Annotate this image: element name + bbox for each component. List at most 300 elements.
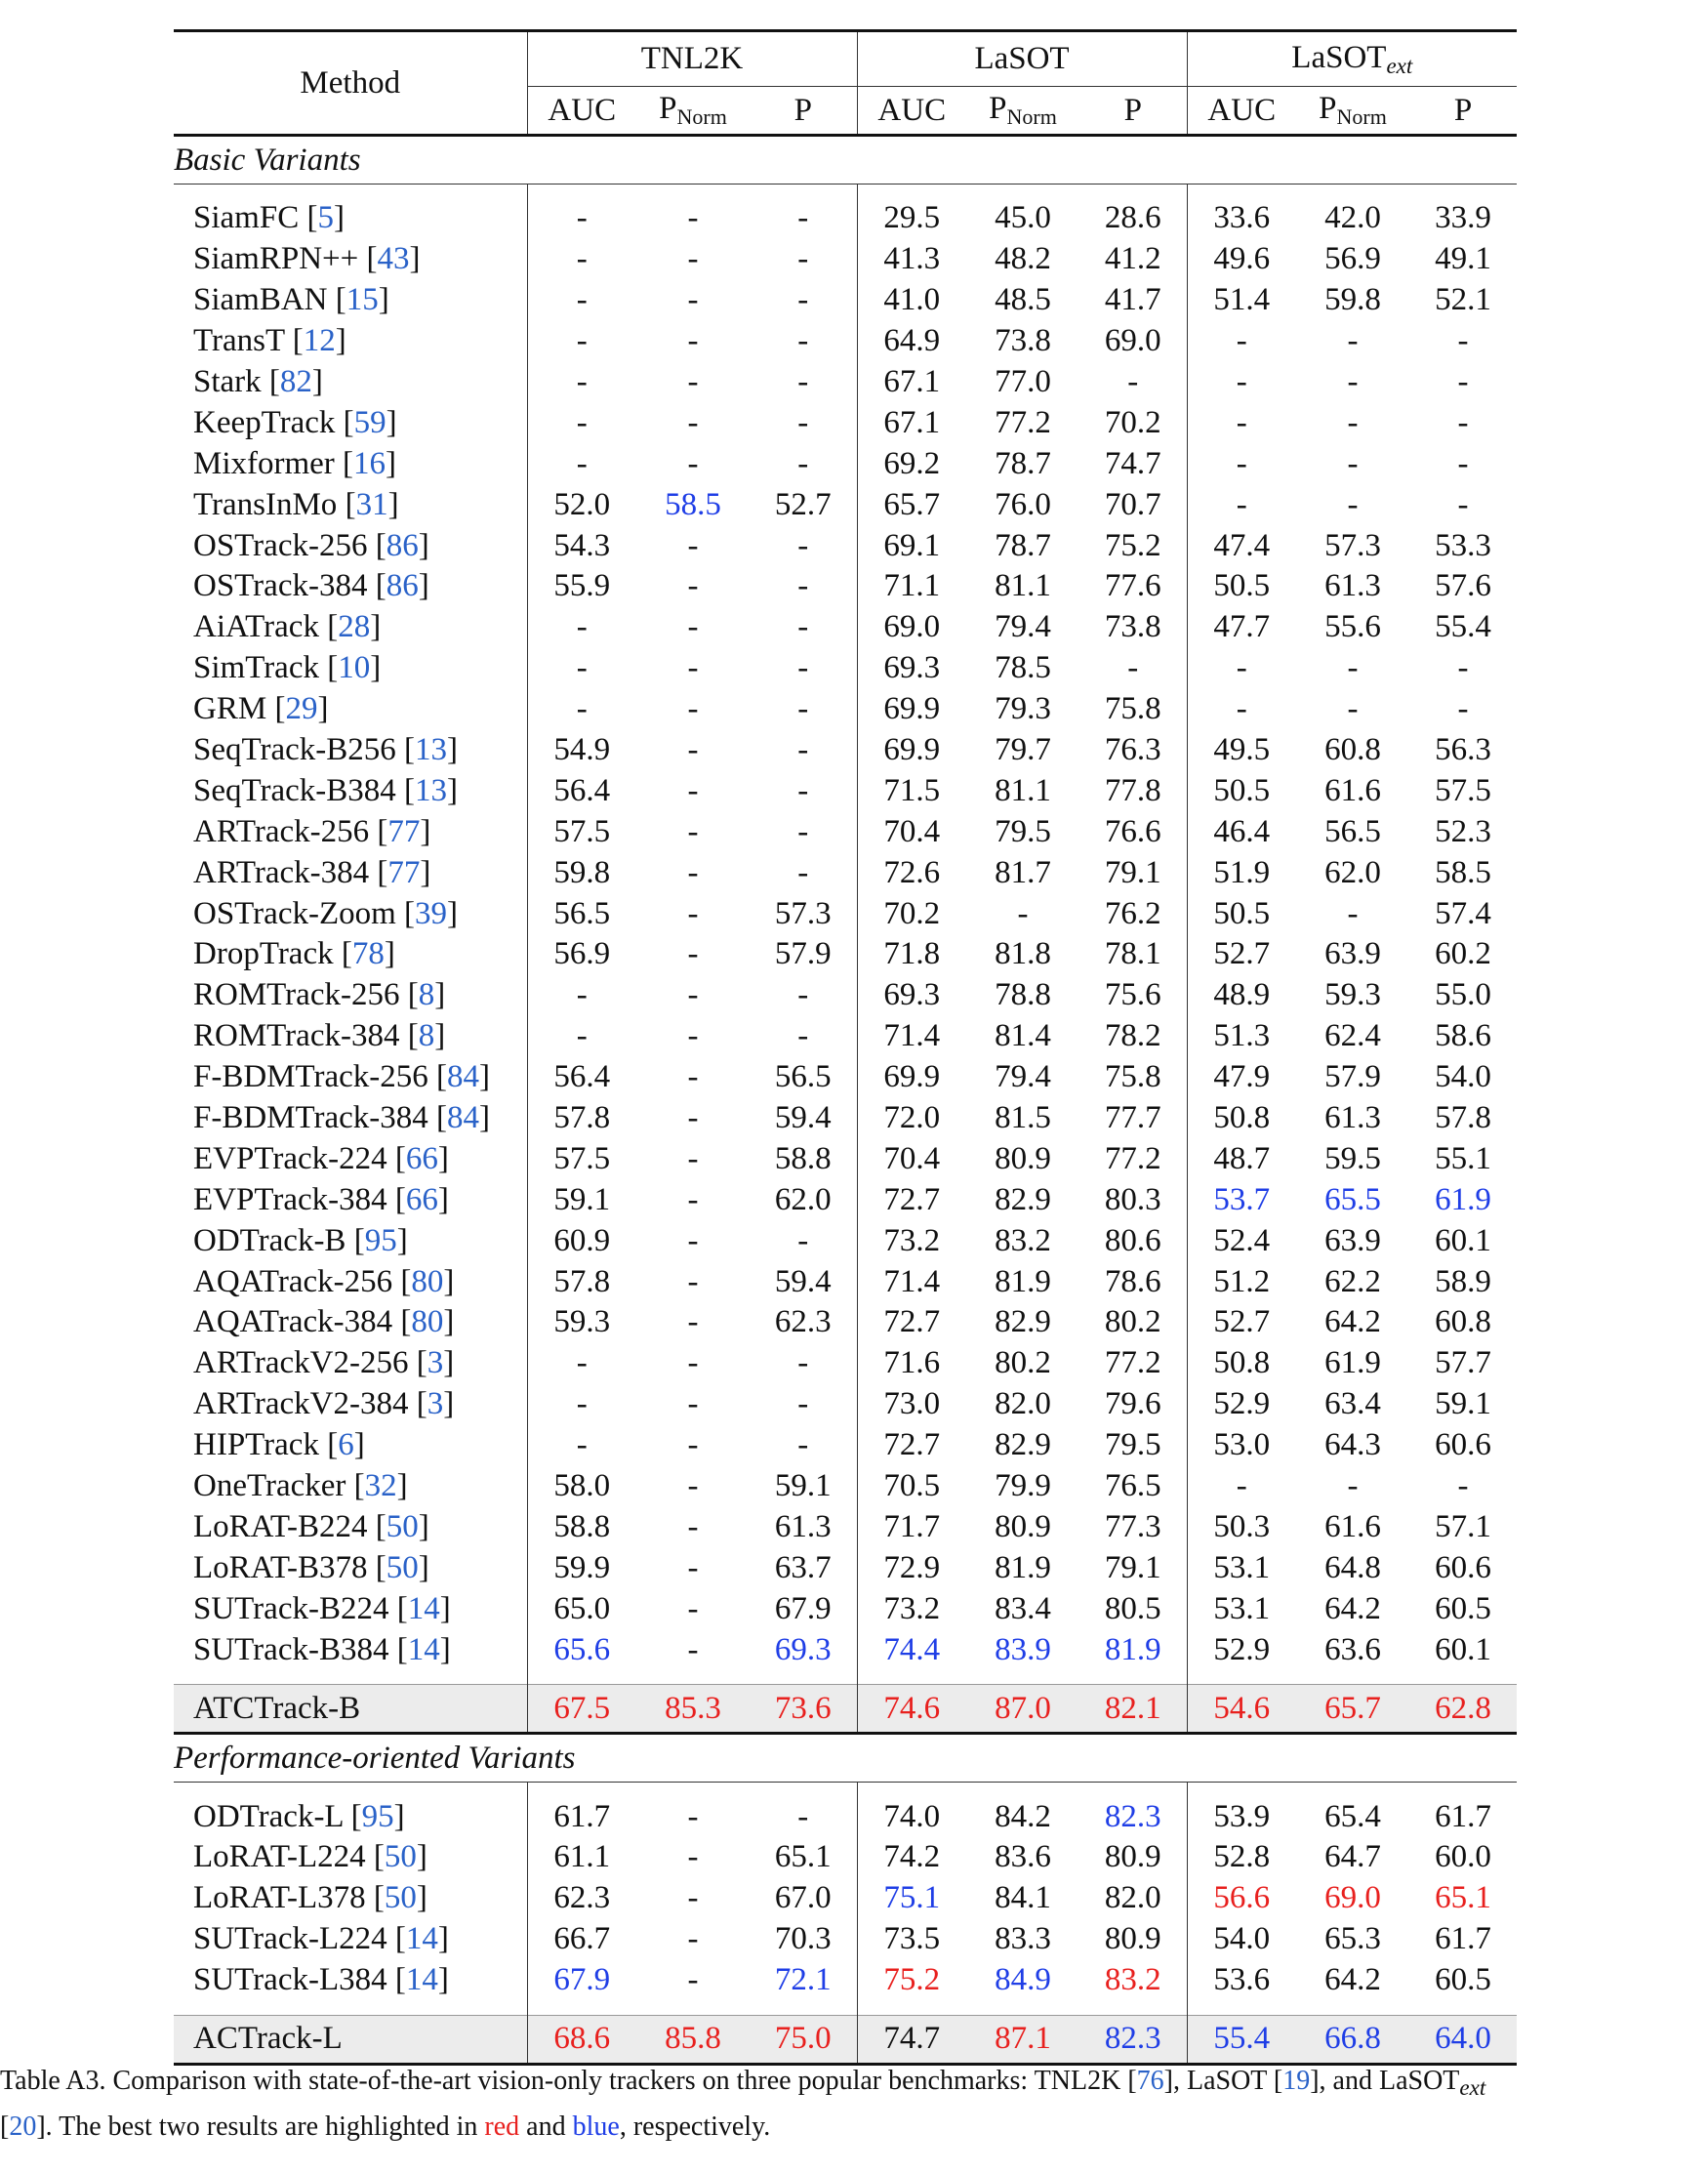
table-row <box>174 1507 1517 1548</box>
citation-link[interactable]: 50 <box>384 1880 417 1916</box>
value-cell: 80.5 <box>1104 1590 1161 1626</box>
ours-method-name: ACTrack-L <box>174 2015 527 2064</box>
method-name: OSTrack-Zoom <box>193 895 396 931</box>
value-cell: 60.5 <box>1435 1590 1491 1626</box>
ours-value-cell: 75.0 <box>750 2015 857 2064</box>
value-cell: 73.2 <box>857 1220 966 1261</box>
caption-text-4: [ <box>0 2112 10 2142</box>
value-cell: 76.6 <box>1104 813 1161 849</box>
citation-link[interactable]: 14 <box>405 1921 438 1957</box>
metric-header-auc: AUC <box>527 87 636 136</box>
citation-link[interactable]: 8 <box>418 977 435 1013</box>
metric-header-p: P <box>750 87 857 136</box>
value-cell: 49.5 <box>1187 730 1296 771</box>
table-row <box>174 1384 1517 1425</box>
citation-link[interactable]: 80 <box>411 1263 444 1299</box>
value-cell: - <box>687 1222 699 1258</box>
citation-link[interactable]: 39 <box>415 895 448 931</box>
norm-subscript: Norm <box>1006 104 1057 129</box>
value-cell: 49.6 <box>1187 239 1296 280</box>
value-cell: - <box>527 321 636 362</box>
value-cell: 53.7 <box>1187 1179 1296 1220</box>
method-cell: OSTrack-Zoom [39] <box>193 895 459 931</box>
ours-value-cell: 74.6 <box>857 1685 966 1734</box>
value-cell: - <box>1127 364 1139 399</box>
method-name: OSTrack-384 <box>193 568 368 604</box>
value-cell: 61.3 <box>774 1508 832 1544</box>
value-cell: 83.6 <box>995 1839 1051 1875</box>
value-cell: - <box>687 1508 699 1544</box>
table-row <box>174 1016 1517 1057</box>
metric-header-p: P <box>1079 87 1187 136</box>
citation-link[interactable]: 6 <box>338 1427 354 1463</box>
value-cell: - <box>1187 484 1296 525</box>
value-cell: 51.9 <box>1187 852 1296 893</box>
method-name: AQATrack-256 <box>193 1263 393 1299</box>
method-name: SeqTrack-B256 <box>193 732 396 768</box>
value-cell: - <box>797 200 809 236</box>
value-cell: 59.5 <box>1324 1140 1381 1176</box>
method-cell: Mixformer [16] <box>193 445 397 481</box>
method-name: LoRAT-B378 <box>193 1549 368 1585</box>
caption-text-2: ], LaSOT [ <box>1163 2066 1283 2096</box>
value-cell: 84.2 <box>995 1798 1051 1834</box>
value-cell: 56.4 <box>527 1057 636 1098</box>
value-cell: - <box>1347 691 1359 727</box>
value-cell: 57.8 <box>1435 1100 1491 1136</box>
method-name: HIPTrack <box>193 1427 319 1463</box>
value-cell: 57.9 <box>774 936 832 972</box>
method-name: F-BDMTrack-384 <box>193 1100 428 1136</box>
method-cell: ARTrackV2-384 [3] <box>193 1386 455 1422</box>
method-cell: AiATrack [28] <box>193 609 382 645</box>
value-cell: 65.7 <box>857 484 966 525</box>
value-cell: - <box>797 1427 809 1463</box>
citation-link[interactable]: 32 <box>364 1468 397 1504</box>
value-cell: 56.6 <box>1187 1878 1296 1919</box>
value-cell: 62.4 <box>1324 1018 1381 1054</box>
ours-value-cell: 66.8 <box>1296 2015 1409 2064</box>
value-cell: 53.9 <box>1187 1796 1296 1837</box>
value-cell: 59.8 <box>527 852 636 893</box>
value-cell: - <box>797 323 809 359</box>
value-cell: 81.1 <box>995 772 1051 808</box>
citation-link[interactable]: 14 <box>405 1962 438 1998</box>
table-row <box>174 1261 1517 1302</box>
value-cell: 79.1 <box>1104 854 1161 890</box>
value-cell: - <box>687 977 699 1013</box>
citation-link[interactable]: 29 <box>285 691 318 727</box>
value-cell: 69.9 <box>857 1057 966 1098</box>
value-cell: - <box>797 568 809 604</box>
value-cell: 52.3 <box>1435 813 1491 849</box>
table-row <box>174 689 1517 730</box>
table-row <box>174 852 1517 893</box>
value-cell: 80.6 <box>1104 1222 1161 1258</box>
citation-link[interactable]: 10 <box>338 650 371 686</box>
value-cell: 50.5 <box>1187 893 1296 934</box>
table-row <box>174 1960 1517 2001</box>
table-row <box>174 1466 1517 1507</box>
citation-link[interactable]: 31 <box>355 486 388 522</box>
value-cell: - <box>527 280 636 321</box>
caption-text-3: ], and LaSOT <box>1310 2066 1460 2096</box>
value-cell: 52.9 <box>1187 1384 1296 1425</box>
value-cell: 61.1 <box>527 1837 636 1878</box>
table-caption <box>0 2062 1708 2147</box>
value-cell: 52.7 <box>1187 1302 1296 1343</box>
value-cell: 57.9 <box>1324 1059 1381 1095</box>
citation-link[interactable]: 12 <box>303 323 336 359</box>
metric-header-pnorm <box>1296 87 1409 136</box>
citation-link[interactable]: 66 <box>405 1181 438 1217</box>
ours-method-name: ATCTrack-B <box>174 1685 527 1734</box>
value-cell: 50.3 <box>1187 1507 1296 1548</box>
value-cell: 80.9 <box>1104 1921 1161 1957</box>
citation-link[interactable]: 84 <box>447 1059 480 1095</box>
method-name: LoRAT-L378 <box>193 1880 366 1916</box>
table-row <box>174 893 1517 934</box>
table-row <box>174 525 1517 566</box>
value-cell: 77.0 <box>995 364 1051 399</box>
citation-link[interactable]: 66 <box>405 1140 438 1176</box>
ours-value-cell: 85.8 <box>636 2015 750 2064</box>
value-cell: - <box>687 364 699 399</box>
method-name: EVPTrack-224 <box>193 1140 387 1176</box>
value-cell: - <box>797 1345 809 1381</box>
value-cell: 59.1 <box>774 1468 832 1504</box>
value-cell: 81.9 <box>995 1549 1051 1585</box>
value-cell: 72.7 <box>857 1302 966 1343</box>
value-cell: 55.6 <box>1324 609 1381 645</box>
value-cell: 70.4 <box>857 811 966 852</box>
citation-link[interactable]: 50 <box>384 1839 417 1875</box>
value-cell: 79.9 <box>995 1468 1051 1504</box>
metric-header-pnorm <box>636 87 750 136</box>
citation-link[interactable]: 8 <box>418 1018 435 1054</box>
value-cell: - <box>1347 1468 1359 1504</box>
value-cell: - <box>797 1018 809 1054</box>
value-cell: 50.5 <box>1187 566 1296 607</box>
value-cell: - <box>1457 323 1469 359</box>
value-cell: 81.9 <box>1104 1631 1161 1667</box>
value-cell: - <box>687 854 699 890</box>
value-cell: 75.8 <box>1104 691 1161 727</box>
method-cell: ROMTrack-256 [8] <box>193 977 446 1013</box>
method-name: KeepTrack <box>193 404 336 440</box>
citation-link[interactable]: 78 <box>351 936 385 972</box>
value-cell: 61.9 <box>1324 1345 1381 1381</box>
citation-link[interactable]: 16 <box>353 445 386 481</box>
method-cell: SiamRPN++ [43] <box>193 241 421 277</box>
value-cell: 59.1 <box>527 1179 636 1220</box>
value-cell: - <box>687 1839 699 1875</box>
method-name: ARTrackV2-256 <box>193 1345 409 1381</box>
value-cell: 47.9 <box>1187 1057 1296 1098</box>
spacer-row <box>174 1670 1517 1685</box>
value-cell: 58.8 <box>527 1507 636 1548</box>
value-cell: 69.3 <box>857 648 966 689</box>
method-cell: ODTrack-B [95] <box>193 1222 408 1258</box>
method-name: SUTrack-L384 <box>193 1962 387 1998</box>
value-cell: - <box>797 732 809 768</box>
method-name: ARTrack-384 <box>193 854 370 890</box>
citation-link[interactable]: 95 <box>361 1798 394 1834</box>
header-row-groups <box>174 31 1517 87</box>
citation-link[interactable]: 86 <box>386 568 419 604</box>
citation-link[interactable]: 77 <box>387 854 421 890</box>
citation-link[interactable]: 95 <box>364 1222 397 1258</box>
table-row <box>174 811 1517 852</box>
value-cell: - <box>797 445 809 481</box>
value-cell: - <box>687 1798 699 1834</box>
citation-link[interactable]: 28 <box>338 609 371 645</box>
value-cell: - <box>797 241 809 277</box>
citation-link[interactable]: 15 <box>346 282 379 318</box>
value-cell: - <box>687 732 699 768</box>
value-cell: 74.7 <box>1104 445 1161 481</box>
method-cell: TransT [12] <box>193 323 346 359</box>
citation-link[interactable]: 59 <box>353 404 386 440</box>
ours-value-cell: 87.0 <box>966 1685 1079 1734</box>
value-cell: - <box>1187 362 1296 403</box>
value-cell: 56.5 <box>774 1059 832 1095</box>
method-cell: SUTrack-L384 [14] <box>193 1962 449 1998</box>
caption-ref-3[interactable]: 20 <box>9 2112 37 2142</box>
value-cell: - <box>1457 404 1469 440</box>
value-cell: 66.7 <box>527 1919 636 1960</box>
value-cell: 62.3 <box>774 1304 832 1340</box>
method-cell: TransInMo [31] <box>193 486 399 522</box>
caption-ref-1[interactable]: 76 <box>1136 2066 1164 2096</box>
citation-link[interactable]: 43 <box>377 241 410 277</box>
value-cell: 71.1 <box>857 566 966 607</box>
table-row <box>174 1796 1517 1837</box>
method-name: EVPTrack-384 <box>193 1181 387 1217</box>
value-cell: 69.0 <box>857 607 966 648</box>
table-row <box>174 1837 1517 1878</box>
value-cell: 61.7 <box>1435 1798 1491 1834</box>
value-cell: 28.6 <box>1104 200 1161 236</box>
ours-row <box>174 1685 1517 1734</box>
value-cell: 77.8 <box>1104 772 1161 808</box>
value-cell: 71.6 <box>857 1343 966 1384</box>
value-cell: 57.8 <box>527 1261 636 1302</box>
value-cell: - <box>1457 445 1469 481</box>
value-cell: 58.9 <box>1435 1263 1491 1299</box>
value-cell: - <box>1457 486 1469 522</box>
value-cell: - <box>687 1880 699 1916</box>
table-row <box>174 1878 1517 1919</box>
value-cell: 64.2 <box>1324 1590 1381 1626</box>
value-cell: - <box>687 1962 699 1998</box>
table-row <box>174 1425 1517 1466</box>
value-cell: 69.9 <box>857 730 966 771</box>
table-row <box>174 1179 1517 1220</box>
metric-header-p: P <box>1409 87 1517 136</box>
value-cell: 79.1 <box>1104 1549 1161 1585</box>
value-cell: - <box>687 609 699 645</box>
value-cell: 61.7 <box>1435 1921 1491 1957</box>
citation-link[interactable]: 14 <box>407 1631 440 1667</box>
metric-header-pnorm <box>966 87 1079 136</box>
value-cell: - <box>527 362 636 403</box>
ours-value-cell: 67.5 <box>527 1685 636 1734</box>
norm-subscript: Norm <box>1336 104 1387 129</box>
ext-subscript: ext <box>1386 53 1413 78</box>
value-cell: 60.5 <box>1435 1962 1491 1998</box>
section-header-row <box>174 1734 1517 1783</box>
value-cell: - <box>687 527 699 563</box>
value-cell: - <box>797 1386 809 1422</box>
value-cell: 70.4 <box>857 1138 966 1179</box>
value-cell: 53.1 <box>1187 1547 1296 1588</box>
value-cell: 41.0 <box>857 280 966 321</box>
method-name: SUTrack-B224 <box>193 1590 389 1626</box>
value-cell: 50.8 <box>1187 1098 1296 1139</box>
method-name: AQATrack-384 <box>193 1304 393 1340</box>
value-cell: 54.3 <box>527 525 636 566</box>
method-cell: ARTrackV2-256 [3] <box>193 1345 455 1381</box>
citation-link[interactable]: 3 <box>427 1386 444 1422</box>
citation-link[interactable]: 50 <box>386 1549 419 1585</box>
value-cell: - <box>1347 364 1359 399</box>
value-cell: 55.4 <box>1435 609 1491 645</box>
value-cell: - <box>527 607 636 648</box>
value-cell: 61.9 <box>1435 1181 1491 1217</box>
value-cell: 65.0 <box>527 1588 636 1629</box>
method-name: TransT <box>193 323 285 359</box>
value-cell: 57.5 <box>527 811 636 852</box>
value-cell: 61.3 <box>1324 1100 1381 1136</box>
value-cell: - <box>1187 443 1296 484</box>
citation-link[interactable]: 84 <box>447 1100 480 1136</box>
value-cell: 56.5 <box>527 893 636 934</box>
value-cell: 60.8 <box>1435 1304 1491 1340</box>
table-body <box>174 31 1517 2065</box>
value-cell: - <box>687 813 699 849</box>
value-cell: 64.2 <box>1324 1962 1381 1998</box>
value-cell: 75.8 <box>1104 1059 1161 1095</box>
method-cell: DropTrack [78] <box>193 936 395 972</box>
value-cell: - <box>687 1549 699 1585</box>
caption-text-6: and <box>519 2112 573 2142</box>
method-name: ODTrack-L <box>193 1798 344 1834</box>
citation-link[interactable]: 77 <box>387 813 421 849</box>
citation-link[interactable]: 50 <box>386 1508 419 1544</box>
citation-link[interactable]: 13 <box>415 732 448 768</box>
method-cell: LoRAT-L224 [50] <box>193 1839 427 1875</box>
value-cell: - <box>797 854 809 890</box>
value-cell: 77.2 <box>1104 1345 1161 1381</box>
value-cell: 83.4 <box>995 1590 1051 1626</box>
value-cell: 60.9 <box>527 1220 636 1261</box>
value-cell: 41.3 <box>857 239 966 280</box>
value-cell: 47.7 <box>1187 607 1296 648</box>
value-cell: 82.0 <box>1104 1880 1161 1916</box>
citation-link[interactable]: 14 <box>407 1590 440 1626</box>
ours-value-cell: 64.0 <box>1409 2015 1517 2064</box>
table-row <box>174 1138 1517 1179</box>
method-cell: OSTrack-384 [86] <box>193 568 429 604</box>
value-cell: 83.3 <box>995 1921 1051 1957</box>
ours-value-cell: 65.7 <box>1296 1685 1409 1734</box>
value-cell: 73.8 <box>1104 609 1161 645</box>
value-cell: 78.7 <box>995 445 1051 481</box>
value-cell: 78.5 <box>995 650 1051 686</box>
table-row <box>174 1220 1517 1261</box>
method-name: Mixformer <box>193 445 335 481</box>
value-cell: 84.9 <box>995 1962 1051 1998</box>
value-cell: 56.9 <box>1324 241 1381 277</box>
value-cell: - <box>687 1590 699 1626</box>
table-row <box>174 1919 1517 1960</box>
value-cell: 57.1 <box>1435 1508 1491 1544</box>
value-cell: 60.1 <box>1435 1631 1491 1667</box>
value-cell: 53.0 <box>1187 1425 1296 1466</box>
ours-value-cell: 82.1 <box>1079 1685 1187 1734</box>
group-header-tnl2k: TNL2K <box>527 31 857 87</box>
value-cell: 77.2 <box>1104 1140 1161 1176</box>
value-cell: - <box>1457 364 1469 399</box>
value-cell: 52.4 <box>1187 1220 1296 1261</box>
method-cell: SiamBAN [15] <box>193 282 389 318</box>
section-title: Performance-oriented Variants <box>174 1734 1517 1783</box>
value-cell: 72.0 <box>857 1098 966 1139</box>
method-cell: HIPTrack [6] <box>193 1427 365 1463</box>
citation-link[interactable]: 86 <box>386 527 419 563</box>
table-row <box>174 607 1517 648</box>
value-cell: 49.1 <box>1435 241 1491 277</box>
value-cell: - <box>687 1263 699 1299</box>
citation-link[interactable]: 13 <box>415 772 448 808</box>
method-cell: ROMTrack-384 [8] <box>193 1018 446 1054</box>
value-cell: 81.8 <box>995 936 1051 972</box>
method-name: ROMTrack-384 <box>193 1018 400 1054</box>
value-cell: - <box>1187 321 1296 362</box>
value-cell: - <box>687 568 699 604</box>
value-cell: - <box>797 813 809 849</box>
value-cell: - <box>797 527 809 563</box>
citation-link[interactable]: 5 <box>317 200 334 236</box>
citation-link[interactable]: 80 <box>411 1304 444 1340</box>
method-cell: SUTrack-B384 [14] <box>193 1631 451 1667</box>
caption-blue-word: blue <box>572 2112 620 2142</box>
method-cell: AQATrack-384 [80] <box>193 1304 455 1340</box>
table-row <box>174 239 1517 280</box>
table-row <box>174 484 1517 525</box>
value-cell: 79.6 <box>1104 1386 1161 1422</box>
value-cell: 63.9 <box>1324 936 1381 972</box>
caption-text-5: ]. The best two results are highlighted in <box>36 2112 485 2142</box>
value-cell: 81.9 <box>995 1263 1051 1299</box>
method-name: Stark <box>193 364 262 399</box>
caption-ref-2[interactable]: 19 <box>1282 2066 1311 2096</box>
value-cell: 65.3 <box>1324 1921 1381 1957</box>
citation-link[interactable]: 82 <box>279 364 312 399</box>
value-cell: - <box>527 1016 636 1057</box>
group-header-lasot-ext-label: LaSOT <box>1291 39 1387 75</box>
value-cell: 79.7 <box>995 732 1051 768</box>
value-cell: 58.6 <box>1435 1018 1491 1054</box>
method-name: SeqTrack-B384 <box>193 772 396 808</box>
value-cell: - <box>527 975 636 1016</box>
value-cell: 62.2 <box>1324 1263 1381 1299</box>
method-cell: SiamFC [5] <box>193 200 345 236</box>
value-cell: 79.4 <box>995 609 1051 645</box>
method-cell: AQATrack-256 [80] <box>193 1263 455 1299</box>
citation-link[interactable]: 3 <box>427 1345 444 1381</box>
